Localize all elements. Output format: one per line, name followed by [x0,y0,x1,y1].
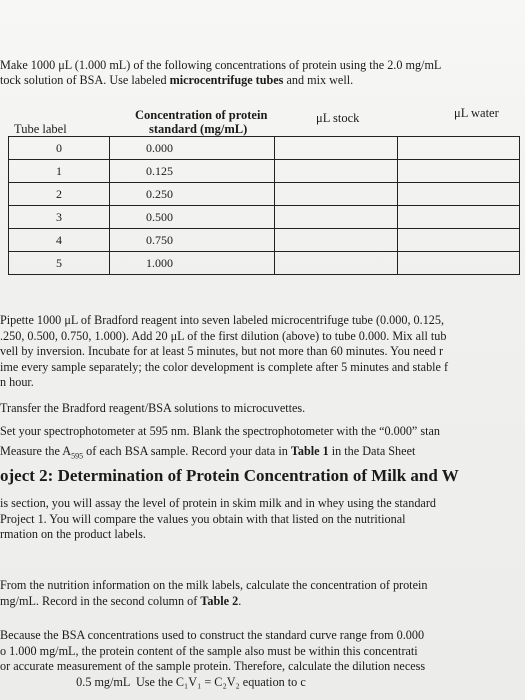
procedure-line: Pipette 1000 μL of Bradford reagent into seven labeled microcentrifuge tube (0.000, 0.125, [0,313,445,327]
procedure-line: vell by inversion. Incubate for at least 5 minutes, but not more than 60 minutes. You need r [0,344,444,358]
project-2-line: or accurate measurement of the sample protein. Therefore, calculate the dilution necess [0,659,426,673]
intro-line-2 [0,73,520,88]
project-2-line: Because the BSA concentrations used to construct the standard curve range from 0.000 [0,628,425,642]
project-2-table-ref: Table 2 [200,593,239,608]
transfer-step-text: Transfer the Bradford reagent/BSA solutions to microcuvettes. [0,401,306,415]
intro-bold-text: microcentrifuge tubes [169,73,284,87]
transfer-step [0,401,525,417]
intro-text-end: and mix well. [283,73,354,87]
project-2-line: is section, you will assay the level of protein in skim milk and in whey using the standard [0,496,436,510]
table-row [9,229,520,252]
measure-text-3: in the Data Sheet [328,444,416,458]
bradford-procedure [0,313,525,391]
concentration-cell: 0.500 [110,206,275,229]
project-2-step-2 [0,628,525,690]
measure-text: Measure the A [0,444,72,458]
table-row [9,160,520,183]
header-concentration-line1: Concentration of protein [135,108,268,122]
project-2-heading: oject 2: Determination of Protein Concentration of Milk and W [0,466,459,485]
concentration-cell: 0.000 [110,137,275,160]
tube-label-cell: 2 [9,183,110,206]
measure-step-line [0,444,525,464]
header-concentration-line2: standard (mg/mL) [149,122,248,136]
stock-cell [275,252,398,275]
concentration-cell: 1.000 [110,252,275,275]
table-row [9,206,520,229]
intro-line-1: Make 1000 μL (1.000 mL) of the following concentrations of protein using the 2.0 mg/mL [0,58,442,72]
water-cell [397,183,520,206]
procedure-line: ime every sample separately; the color development is complete after 5 minutes and stable f [0,359,449,374]
project-2-line: rmation on the product labels. [0,527,146,541]
project-2-line: o 1.000 mg/mL, the protein content of the sample also must be within this concentrati [0,643,418,658]
header-water: μL water [454,106,499,120]
tube-label-cell: 0 [9,137,110,160]
concentration-cell: 0.125 [110,160,275,183]
water-cell [397,206,520,229]
header-tube-label: Tube label [14,122,67,136]
bsa-dilution-table [8,136,520,275]
water-cell [397,160,520,183]
water-cell [397,252,520,275]
project-2-line [0,594,525,610]
project-2-intro [0,496,525,543]
intro-text: tock solution of BSA. Use labeled [0,73,170,87]
table-row [9,252,520,275]
water-cell [397,229,520,252]
measure-table-ref: Table 1 [290,444,329,458]
stock-cell [275,137,398,160]
water-cell [397,137,520,160]
stock-cell [275,229,398,252]
tube-label-cell: 4 [9,229,110,252]
project-2-text-end: . [238,593,242,608]
stock-cell [275,206,398,229]
project-2-step-1 [0,578,525,609]
project-2-line: From the nutrition information on the milk labels, calculate the concentration of protein [0,578,428,592]
concentration-cell: 0.750 [110,229,275,252]
tube-label-cell: 3 [9,206,110,229]
spectrophotometer-step [0,424,525,440]
project-2-line: Project 1. You will compare the values you obtain with that listed on the nutritional [0,511,406,526]
measure-step [0,444,525,464]
procedure-line: .250, 0.500, 0.750, 1.000). Add 20 μL of the first dilution (above) to tube 0.000. Mix all tub [0,328,447,343]
measure-text-2: of each BSA sample. Record your data in [83,444,291,458]
stock-cell [275,183,398,206]
table-row [9,183,520,206]
tube-label-cell: 5 [9,252,110,275]
header-stock: μL stock [316,111,360,125]
tube-label-cell: 1 [9,160,110,183]
intro-paragraph [0,58,520,88]
table-row [9,137,520,160]
concentration-cell: 0.250 [110,183,275,206]
stock-cell [275,160,398,183]
procedure-line: n hour. [0,375,34,389]
spectrophotometer-step-text: Set your spectrophotometer at 595 nm. Blank the spectrophotometer with the “0.000” stan [0,424,440,438]
header-concentration [135,108,267,136]
project-2-text: mg/mL. Record in the second column of [0,593,201,608]
measure-subscript: 595 [71,451,84,461]
project-2-line: 0.5 mg/mL Use the C₁V₁ = C₂V₂ equation to c [0,674,306,689]
